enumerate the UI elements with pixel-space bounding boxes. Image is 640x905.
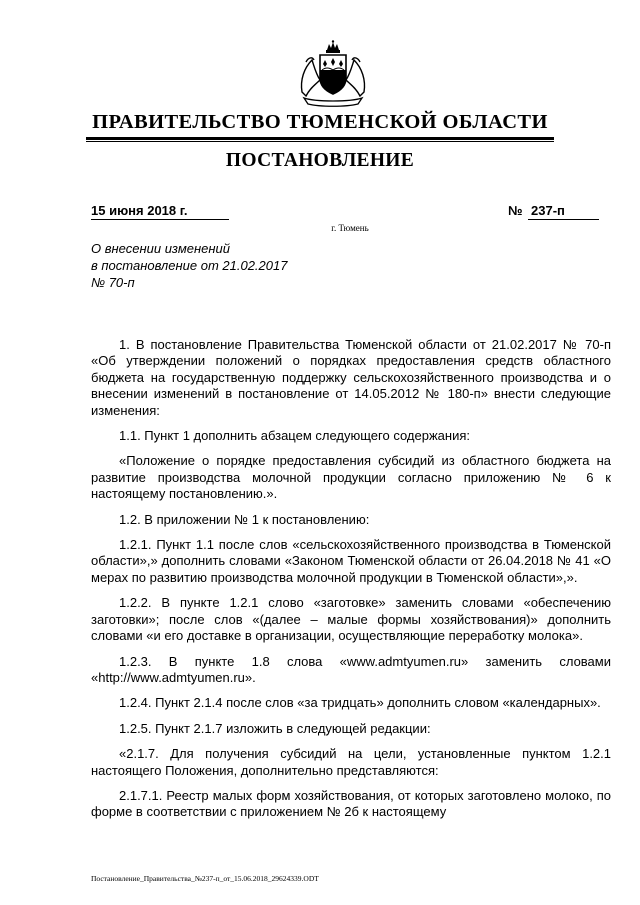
document-number: 237-п	[528, 203, 599, 220]
body-paragraph: «2.1.7. Для получения субсидий на цели, установленные пунктом 1.2.1 настоящего Положения, дополнительно представляются:	[91, 746, 611, 778]
subject-line: в постановление от 21.02.2017	[91, 258, 288, 273]
body-paragraph: 1.2.3. В пункте 1.8 слова «www.admtyumen.ru» заменить словами «http://www.admtyumen.ru».	[91, 653, 611, 685]
body-paragraph: 1.2.5. Пункт 2.1.7 изложить в следующей редакции:	[119, 720, 431, 736]
body-paragraph: 1.2.1. Пункт 1.1 после слов «сельскохозяйственного производства в Тюменской области»,» дополнить словами «Законом Тюменской области от 26.04.2018 № 41 «О мерах по развитию производства молочной продукции в Тюменской области»,».	[91, 537, 611, 585]
document-body	[91, 337, 611, 830]
body-paragraph: 1.1. Пункт 1 дополнить абзацем следующего содержания:	[119, 428, 470, 444]
body-paragraph: 1.2.4. Пункт 2.1.4 после слов «за тридцать» дополнить словом «календарных».	[119, 695, 601, 711]
body-paragraph: 2.1.7.1. Реестр малых форм хозяйствования, от которых заготовлено молоко, по форме в соответствии с приложением № 2б к настоящему	[91, 787, 611, 820]
subject-line: О внесении изменений	[91, 241, 230, 256]
document-date: 15 июня 2018 г.	[91, 203, 229, 220]
body-paragraph: «Положение о порядке предоставления субсидий из областного бюджета на развитие производства молочной продукции согласно приложению № 6 к настоящему постановлению.».	[91, 453, 611, 502]
government-title: ПРАВИТЕЛЬСТВО ТЮМЕНСКОЙ ОБЛАСТИ	[92, 111, 548, 133]
header-rule-thin	[86, 141, 554, 142]
body-paragraph: 1.2.2. В пункте 1.2.1 слово «заготовке» заменить словами «обеспечению заготовки»; после слов «(далее – малые формы хозяйствования)» дополнить словами «и его доставке в организации, осуществляющие переработку молока».	[91, 595, 611, 644]
document-city: г. Тюмень	[331, 223, 369, 233]
body-paragraph: 1.2. В приложении № 1 к постановлению:	[119, 511, 370, 527]
document-subject	[91, 240, 391, 291]
subject-line: № 70-п	[91, 275, 135, 290]
coat-of-arms-icon	[296, 40, 370, 108]
document-type: ПОСТАНОВЛЕНИЕ	[225, 150, 415, 171]
document-number-label: №	[508, 203, 523, 218]
body-paragraph: 1. В постановление Правительства Тюменской области от 21.02.2017 № 70-п «Об утверждении положений о порядках предоставления средств областного бюджета на государственную поддержку сельскохозяйственного производства и о внесении изменений в постановление от 14.05.2012 № 180-п» внести следующие изменения:	[91, 337, 611, 418]
file-name-footer: Постановление_Правительства_№237-п_от_15.06.2018_29624339.ODT	[91, 874, 319, 883]
header-rule-thick	[86, 137, 554, 140]
